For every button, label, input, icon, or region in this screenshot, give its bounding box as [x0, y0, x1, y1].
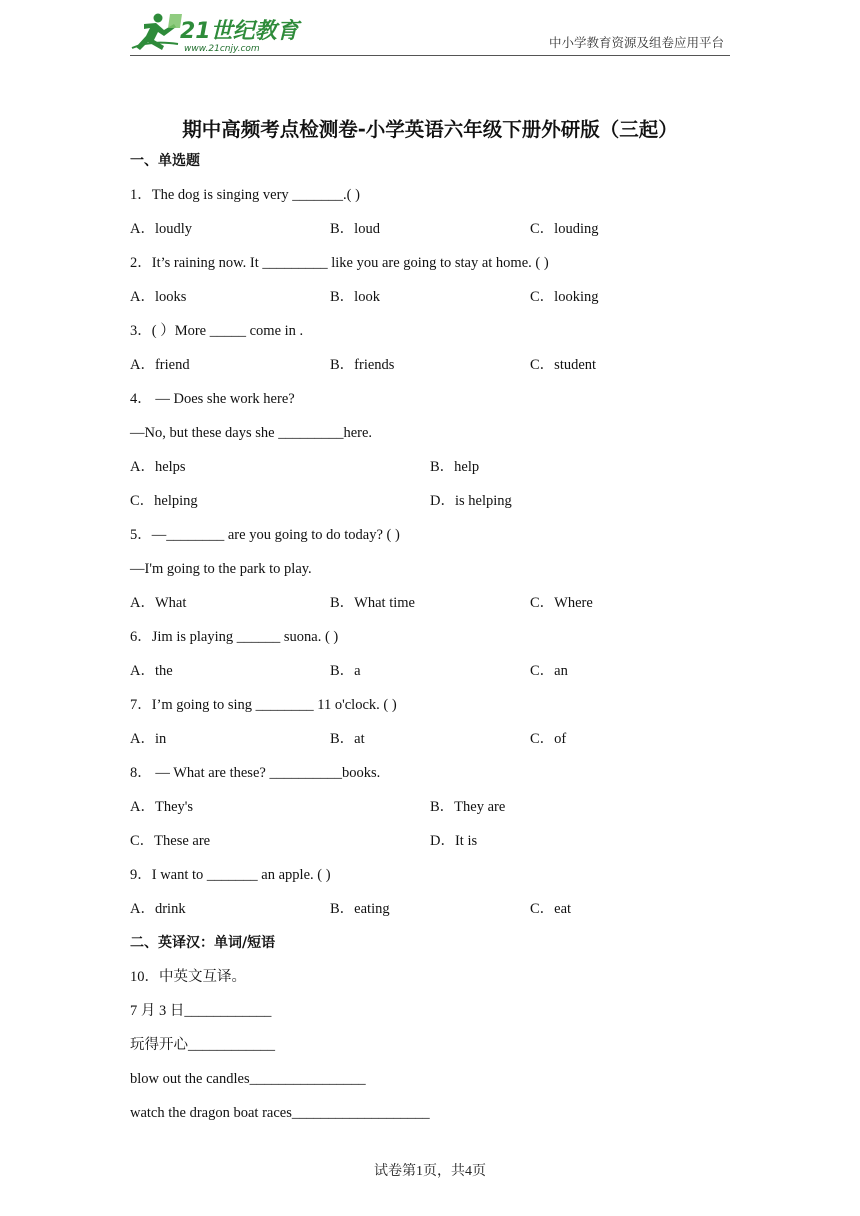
- question-stem: 3．( ）More _____ come in .: [130, 323, 304, 339]
- option: B．a: [330, 663, 361, 679]
- translation-item: 7 月 3 日____________: [130, 1003, 272, 1019]
- question-stem: 9．I want to _______ an apple. ( ): [130, 867, 331, 883]
- option: B．loud: [330, 221, 380, 237]
- option: A．loudly: [130, 221, 193, 237]
- question-stem: 2．It’s raining now. It _________ like you are going to stay at home. ( ): [130, 255, 549, 271]
- option: C．of: [530, 731, 567, 747]
- options-row: [130, 896, 730, 930]
- option: A．drink: [130, 901, 186, 917]
- option: B．What time: [330, 595, 415, 611]
- option: B．They are: [430, 799, 506, 815]
- options-row: [130, 726, 730, 760]
- page-header: [130, 8, 730, 56]
- option: A．friend: [130, 357, 190, 373]
- question-stem: 10．中英文互译。: [130, 969, 246, 985]
- question-stem: 1．The dog is singing very _______.( ): [130, 187, 360, 203]
- exam-content: [130, 148, 730, 1134]
- option: B．eating: [330, 901, 390, 917]
- option: B．help: [430, 459, 480, 475]
- logo-21cnjy: [130, 10, 305, 54]
- options-row: [130, 216, 730, 250]
- translation-item: 玩得开心____________: [130, 1037, 275, 1053]
- section-title: 一、单选题: [130, 153, 200, 169]
- option: C．helping: [130, 493, 198, 509]
- header-platform-text: 中小学教育资源及组卷应用平台: [548, 35, 724, 50]
- svg-text:www.21cnjy.com: www.21cnjy.com: [184, 44, 260, 54]
- question-stem: 8． — What are these? __________books.: [130, 765, 381, 781]
- translation-item: blow out the candles________________: [130, 1071, 366, 1087]
- option: B．at: [330, 731, 365, 747]
- page-footer: 试卷第1页，共4页: [374, 1164, 486, 1179]
- options-row: [130, 828, 730, 862]
- option: A．in: [130, 731, 167, 747]
- question-stem: —No, but these days she _________here.: [130, 425, 373, 441]
- question-stem: 7．I’m going to sing ________ 11 o'clock. ( ): [130, 697, 397, 713]
- page-title: 期中高频考点检测卷-小学英语六年级下册外研版（三起）: [182, 118, 678, 141]
- option: D．is helping: [430, 493, 512, 509]
- translation-item: watch the dragon boat races___________________: [130, 1105, 430, 1121]
- question-stem: —I'm going to the park to play.: [130, 561, 312, 577]
- option: B．look: [330, 289, 380, 305]
- option: C．eat: [530, 901, 572, 917]
- question-stem: 4． — Does she work here?: [130, 391, 295, 407]
- options-row: [130, 794, 730, 828]
- option: A．looks: [130, 289, 187, 305]
- question-stem: 5．—________ are you going to do today? ( ): [130, 527, 400, 543]
- question-stem: 6．Jim is playing ______ suona. ( ): [130, 629, 339, 645]
- svg-text:21世纪教育: 21世纪教育: [180, 19, 299, 44]
- option: B．friends: [330, 357, 395, 373]
- option: C．louding: [530, 221, 599, 237]
- option: A．They's: [130, 799, 194, 815]
- option: A．helps: [130, 459, 186, 475]
- options-row: [130, 658, 730, 692]
- option: C．Where: [530, 595, 593, 611]
- option: C．an: [530, 663, 568, 679]
- option: C．student: [530, 357, 597, 373]
- option: A．What: [130, 595, 187, 611]
- section-title: 二、英译汉：单词/短语: [130, 935, 276, 951]
- options-row: [130, 352, 730, 386]
- options-row: [130, 590, 730, 624]
- options-row: [130, 454, 730, 488]
- option: C．looking: [530, 289, 599, 305]
- option: A．the: [130, 663, 173, 679]
- options-row: [130, 488, 730, 522]
- option: D．It is: [430, 833, 478, 849]
- options-row: [130, 284, 730, 318]
- option: C．These are: [130, 833, 211, 849]
